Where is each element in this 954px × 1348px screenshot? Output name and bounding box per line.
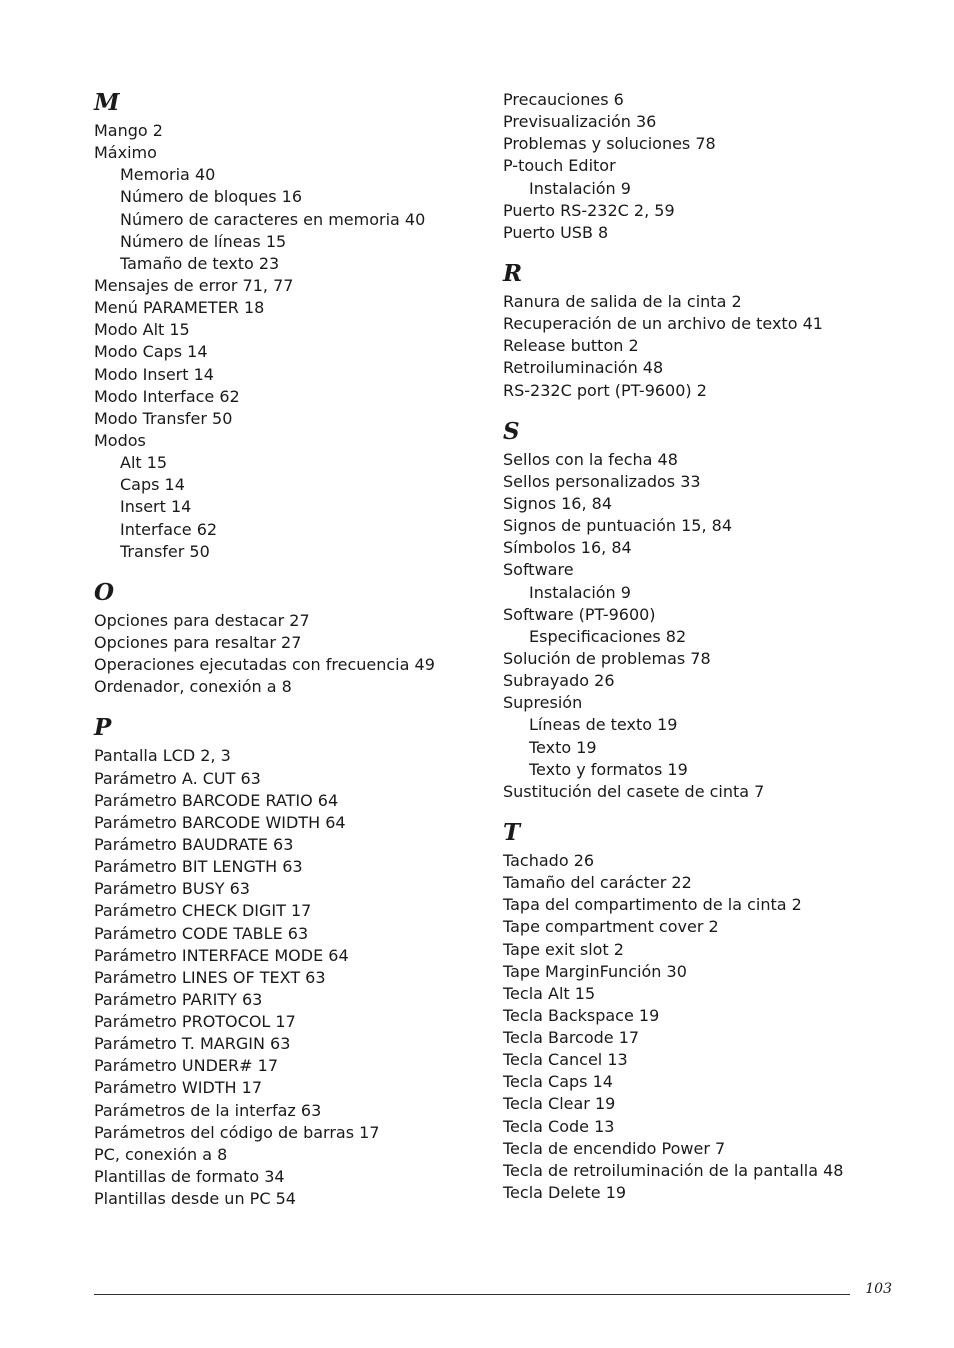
index-entry: Plantillas desde un PC 54 <box>94 1189 296 1209</box>
index-entry: Parámetro BAUDRATE 63 <box>94 834 294 854</box>
index-section-r <box>503 257 903 402</box>
index-subentry: Número de líneas 15 <box>120 231 287 251</box>
footer-rule <box>94 1294 850 1295</box>
section-letter: P <box>94 714 112 742</box>
index-entry: Modo Transfer 50 <box>94 408 233 428</box>
index-entry: Modos <box>94 430 146 450</box>
index-column-left <box>94 86 484 1210</box>
index-section-s <box>503 415 903 803</box>
section-letter: T <box>503 818 521 846</box>
index-entry: Parámetro UNDER# 17 <box>94 1056 278 1076</box>
index-entry: Pantalla LCD 2, 3 <box>94 746 231 766</box>
index-entry: Tecla Barcode 17 <box>503 1028 640 1048</box>
index-entry: Tape MarginFunción 30 <box>503 961 687 981</box>
index-entry: Ranura de salida de la cinta 2 <box>503 291 742 311</box>
index-entry: Software (PT-9600) <box>503 604 656 624</box>
index-entry: RS-232C port (PT-9600) 2 <box>503 380 707 400</box>
index-entry: Símbolos 16, 84 <box>503 538 632 558</box>
index-entry: Tecla de retroiluminación de la pantalla 48 <box>503 1160 844 1180</box>
index-entry: Sellos personalizados 33 <box>503 471 701 491</box>
index-entry: Modo Insert 14 <box>94 364 214 384</box>
index-entry: Parámetro CHECK DIGIT 17 <box>94 901 312 921</box>
index-entry: Tecla Code 13 <box>503 1116 615 1136</box>
index-entry: Parámetro A. CUT 63 <box>94 768 261 788</box>
index-entry: Plantillas de formato 34 <box>94 1167 285 1187</box>
index-subentry: Insert 14 <box>120 497 192 517</box>
index-subentry: Tamaño de texto 23 <box>120 253 280 273</box>
index-entry: Puerto USB 8 <box>503 222 609 242</box>
index-entry: Parámetro CODE TABLE 63 <box>94 923 309 943</box>
index-entry: Parámetro PARITY 63 <box>94 989 263 1009</box>
index-section-p <box>94 711 484 1210</box>
index-entry: Signos 16, 84 <box>503 493 612 513</box>
index-entry: Menú PARAMETER 18 <box>94 298 265 318</box>
index-subentry: Especificaciones 82 <box>529 626 687 646</box>
index-entry: Mango 2 <box>94 121 163 140</box>
index-subentry: Texto 19 <box>529 737 597 757</box>
index-entry: Parámetro WIDTH 17 <box>94 1078 263 1098</box>
index-entry: Modo Interface 62 <box>94 386 240 406</box>
index-entry: Puerto RS-232C 2, 59 <box>503 200 675 220</box>
index-entry: Opciones para destacar 27 <box>94 610 310 630</box>
index-entry: Modo Alt 15 <box>94 320 190 340</box>
index-subentry: Caps 14 <box>120 475 185 495</box>
index-entry: Tecla Clear 19 <box>503 1094 616 1114</box>
index-section-t <box>503 816 903 1204</box>
index-entry: Tecla Caps 14 <box>503 1072 613 1092</box>
index-entry: Parámetro LINES OF TEXT 63 <box>94 967 326 987</box>
index-entry: Operaciones ejecutadas con frecuencia 49 <box>94 655 435 675</box>
index-entry: Precauciones 6 <box>503 90 624 109</box>
index-entry: Parámetro BUSY 63 <box>94 879 250 899</box>
index-entry: Parámetro PROTOCOL 17 <box>94 1012 296 1032</box>
index-entry: Parámetros del código de barras 17 <box>94 1122 380 1142</box>
index-subentry: Instalación 9 <box>529 582 631 602</box>
index-entry: Tecla Delete 19 <box>503 1183 627 1203</box>
index-entry: Tecla de encendido Power 7 <box>503 1138 726 1158</box>
index-subentry: Transfer 50 <box>120 541 210 561</box>
section-letter: R <box>503 259 523 287</box>
index-entry: Mensajes de error 71, 77 <box>94 275 294 295</box>
index-entry: Tecla Alt 15 <box>503 983 596 1003</box>
section-letter: S <box>503 417 520 445</box>
index-subentry: Número de caracteres en memoria 40 <box>120 209 426 229</box>
section-letter: O <box>94 578 115 606</box>
index-entry: Signos de puntuación 15, 84 <box>503 516 732 536</box>
index-entry: Parámetros de la interfaz 63 <box>94 1100 322 1120</box>
index-entry: Tecla Cancel 13 <box>503 1050 628 1070</box>
section-letter: M <box>94 89 120 116</box>
index-entry: Parámetro INTERFACE MODE 64 <box>94 945 349 965</box>
index-section-continued <box>503 89 903 244</box>
page-number: 103 <box>865 1281 892 1297</box>
index-entry: Release button 2 <box>503 336 639 356</box>
index-entry: Retroiluminación 48 <box>503 358 664 378</box>
index-entry: Subrayado 26 <box>503 671 615 691</box>
index-entry: Tecla Backspace 19 <box>503 1005 660 1025</box>
index-entry: Tamaño del carácter 22 <box>503 873 692 893</box>
index-entry: Solución de problemas 78 <box>503 648 711 668</box>
index-subentry: Instalación 9 <box>529 178 631 198</box>
index-section-o <box>94 576 484 699</box>
index-subentry: Líneas de texto 19 <box>529 715 678 735</box>
index-entry: Tachado 26 <box>503 850 595 870</box>
index-subentry: Alt 15 <box>120 453 168 473</box>
index-column-right <box>503 89 903 1204</box>
index-section-m <box>94 86 484 563</box>
index-subentry: Número de bloques 16 <box>120 187 303 207</box>
index-entry: Tape compartment cover 2 <box>503 917 719 937</box>
index-entry: Supresión <box>503 693 583 713</box>
index-entry: P-touch Editor <box>503 156 616 176</box>
index-entry: PC, conexión a 8 <box>94 1144 228 1164</box>
index-entry: Parámetro BIT LENGTH 63 <box>94 857 303 877</box>
index-subentry: Memoria 40 <box>120 165 216 185</box>
index-entry: Software <box>503 560 574 580</box>
index-entry: Previsualización 36 <box>503 112 657 132</box>
index-entry: Máximo <box>94 143 157 163</box>
index-subentry: Texto y formatos 19 <box>529 759 688 779</box>
index-entry: Recuperación de un archivo de texto 41 <box>503 314 823 334</box>
index-entry: Tape exit slot 2 <box>503 939 624 959</box>
index-entry: Parámetro BARCODE RATIO 64 <box>94 790 339 810</box>
index-entry: Modo Caps 14 <box>94 342 208 362</box>
index-entry: Tapa del compartimento de la cinta 2 <box>503 895 802 915</box>
index-subentry: Interface 62 <box>120 519 218 539</box>
index-entry: Parámetro BARCODE WIDTH 64 <box>94 812 346 832</box>
index-entry: Ordenador, conexión a 8 <box>94 677 292 697</box>
index-entry: Opciones para resaltar 27 <box>94 632 302 652</box>
index-entry: Parámetro T. MARGIN 63 <box>94 1034 291 1054</box>
index-entry: Sellos con la fecha 48 <box>503 449 678 469</box>
index-entry: Sustitución del casete de cinta 7 <box>503 781 765 801</box>
index-entry: Problemas y soluciones 78 <box>503 134 716 154</box>
